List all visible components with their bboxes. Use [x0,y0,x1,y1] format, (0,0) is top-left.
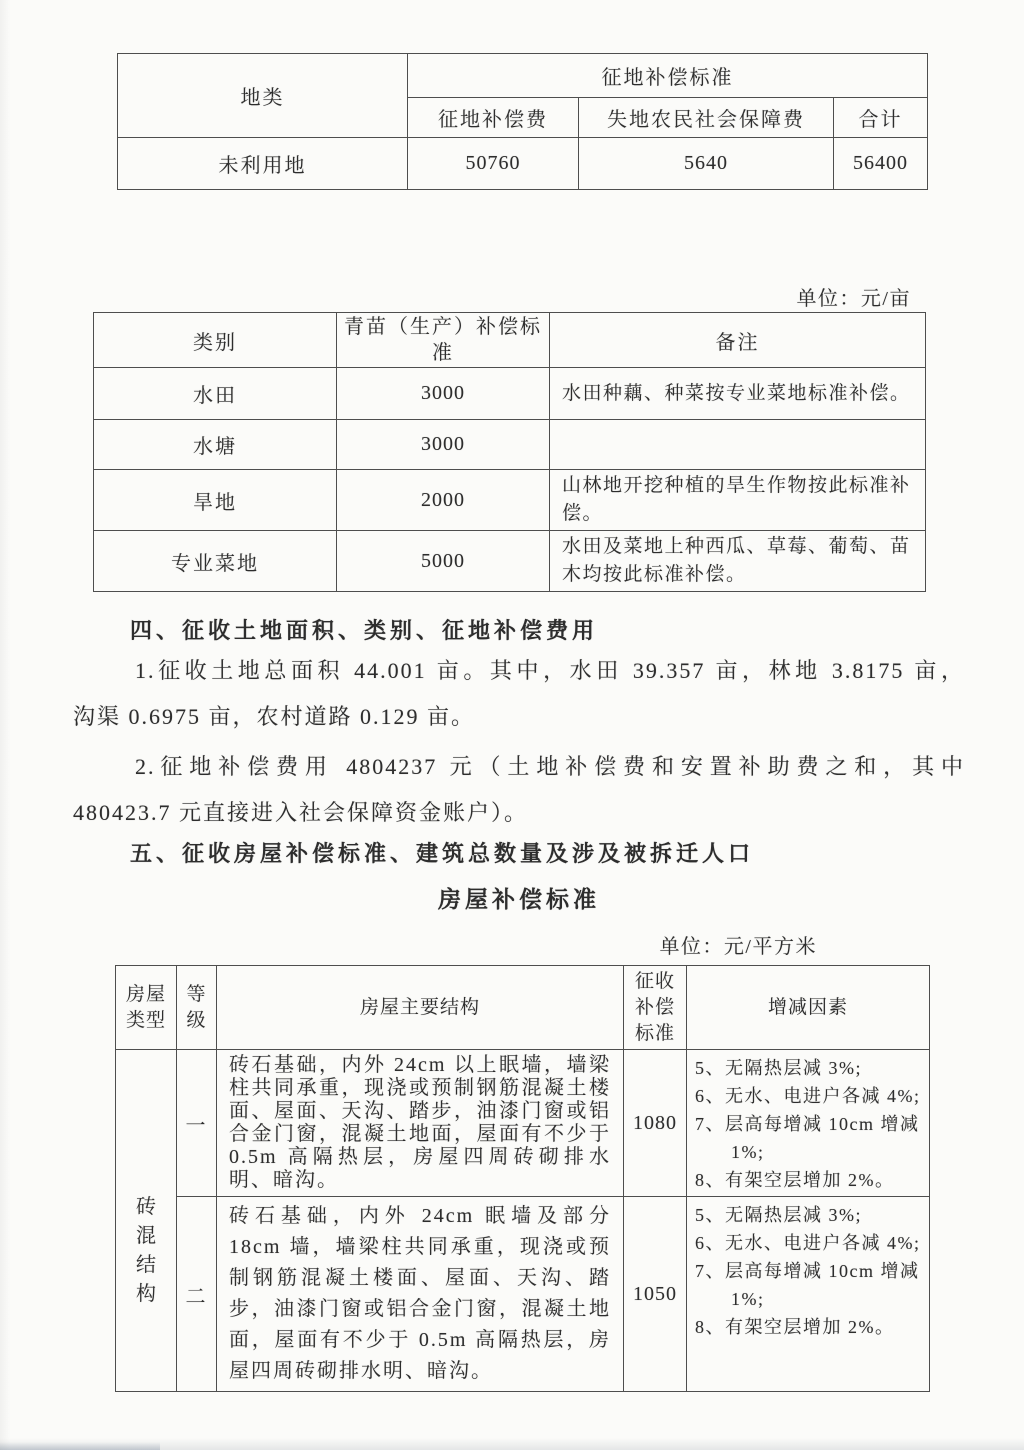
section-5-heading: 五、征收房屋补偿标准、建筑总数量及涉及被拆迁人口 [130,841,755,866]
table-row [116,1197,930,1392]
remark-cell [550,420,926,470]
crop-compensation-table [93,312,926,592]
unit-label-yuan-per-sqm: 单位：元/平方米 [659,936,817,958]
factor-item: 5、无隔热层减 3%; [695,1058,862,1078]
remark-cell: 水田及菜地上种西瓜、草莓、葡萄、苗木均按此标准补偿。 [550,531,926,592]
factors-cell [687,1050,930,1197]
standard-cell: 1080 [624,1050,687,1197]
category-cell: 专业菜地 [94,531,337,592]
standard-cell: 2000 [337,470,550,531]
remark-cell: 水田种藕、种菜按专业菜地标准补偿。 [550,368,926,420]
compensation-standard-group-header: 征地补偿标准 [408,54,928,98]
factors-header-cell: 增减因素 [687,966,930,1050]
section-4-paragraph-1 [73,648,965,740]
factor-item: 7、层高每增减 10cm 增减 1%; [695,1261,920,1309]
comp-fee-cell: 50760 [408,138,579,190]
remark-header-cell: 备注 [550,313,926,368]
table-row [94,531,926,592]
standard-cell: 3000 [337,420,550,470]
factor-item: 6、无水、电进户各减 4%; [695,1233,921,1253]
paragraph-line: 480423.7 元直接进入社会保障资金账户）。 [73,800,529,825]
document-body [73,616,965,914]
standard-cell: 5000 [337,531,550,592]
remark-cell: 山林地开挖种植的旱生作物按此标准补偿。 [550,470,926,531]
scan-edge-shadow [0,1442,160,1450]
standard-cell: 3000 [337,368,550,420]
house-type-header-cell: 房屋类型 [116,966,177,1050]
house-compensation-subtitle: 房屋补偿标准 [438,887,600,912]
total-cell: 56400 [834,138,928,190]
paragraph-line: 沟渠 0.6975 亩，农村道路 0.129 亩。 [73,704,476,729]
crop-standard-header-cell: 青苗（生产）补偿标准 [337,313,550,368]
category-cell: 旱地 [94,470,337,531]
table-row [94,420,926,470]
standard-header-cell: 征收补偿标准 [624,966,687,1050]
house-type-cell [116,1050,177,1392]
house-compensation-table [115,965,930,1392]
paragraph-line: 2.征地补偿费用 4804237 元（土地补偿费和安置补助费之和，其中 [135,754,965,779]
category-cell: 水田 [94,368,337,420]
grade-cell: 二 [177,1197,217,1392]
factor-item: 6、无水、电进户各减 4%; [695,1086,921,1106]
land-compensation-table [117,53,928,190]
social-security-cell: 5640 [579,138,834,190]
total-header-cell: 合计 [834,98,928,138]
social-security-header-cell: 失地农民社会保障费 [579,98,834,138]
table-row [94,313,926,368]
section-4-heading: 四、征收土地面积、类别、征地补偿费用 [130,618,599,643]
grade-header-cell: 等级 [177,966,217,1050]
house-type-vertical-text: 砖混结构 [136,1196,156,1305]
factor-item: 7、层高每增减 10cm 增减 1%; [695,1114,920,1162]
section-4-paragraph-2 [73,744,965,836]
factor-item: 8、有架空层增加 2%。 [695,1170,895,1190]
grade-cell: 一 [177,1050,217,1197]
table-row [118,138,928,190]
factor-item: 8、有架空层增加 2%。 [695,1317,895,1337]
structure-header-cell: 房屋主要结构 [217,966,624,1050]
unit-label-yuan-per-mu: 单位：元/亩 [796,288,911,310]
table-row [116,966,930,1050]
category-header-cell: 类别 [94,313,337,368]
structure-cell: 砖石基础，内外 24cm 眠墙及部分 18cm 墙，墙梁柱共同承重，现浇或预制钢筋混凝土楼面、屋面、天沟、踏步，油漆门窗或铝合金门窗，混凝土地面，屋面有不少于 0.5m 高隔热层，房屋四周砖砌排水明、暗沟。 [217,1197,624,1392]
factors-cell [687,1197,930,1392]
table-row [94,470,926,531]
paragraph-line: 1.征收土地总面积 44.001 亩。其中，水田 39.357 亩，林地 3.8175 亩， [135,658,965,683]
land-type-header-cell: 地类 [118,54,408,138]
standard-cell: 1050 [624,1197,687,1392]
factor-item: 5、无隔热层减 3%; [695,1205,862,1225]
table-row [118,54,928,98]
table-row [116,1050,930,1197]
comp-fee-header-cell: 征地补偿费 [408,98,579,138]
table-row [94,368,926,420]
category-cell: 水塘 [94,420,337,470]
structure-cell: 砖石基础，内外 24cm 以上眠墙，墙梁柱共同承重，现浇或预制钢筋混凝土楼面、屋面、天沟、踏步，油漆门窗或铝合金门窗，混凝土地面，屋面有不少于 0.5m 高隔热层，房屋四周砖砌排水明、暗沟。 [217,1050,624,1197]
land-type-cell: 未利用地 [118,138,408,190]
